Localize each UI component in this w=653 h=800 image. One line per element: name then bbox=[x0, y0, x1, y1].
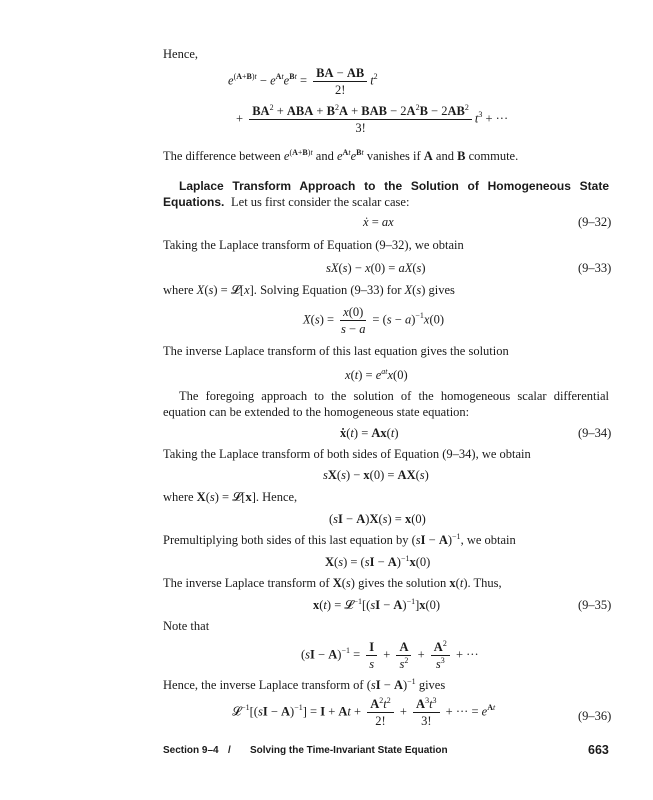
equation-9-34: ẋ(t) = Ax(t) bbox=[340, 426, 399, 440]
eq-number-9-34: (9–34) bbox=[578, 426, 612, 440]
take-laplace-1: Taking the Laplace transform of Equation (9–32), we obtain bbox=[163, 238, 464, 252]
equation-vector-rearranged: (sI − A)X(s) = x(0) bbox=[329, 512, 426, 526]
footer-title: Solving the Time-Invariant State Equation bbox=[250, 745, 448, 756]
premultiply-sentence: Premultiplying both sides of this last equation by (sI − A)$^{-1}$, we obtain bbox=[163, 531, 516, 547]
equation-X-solution: X(s) = $\frac{x(0)}{s - a}$ = $(s - a)^{-1}x(0)$ bbox=[303, 305, 445, 336]
eq-number-9-33: (9–33) bbox=[578, 261, 612, 275]
hence-inverse-sentence: Hence, the inverse Laplace transform of (sI − A)$^{-1}$ gives bbox=[163, 676, 446, 692]
where-line-1: where X(s) = 𝓛[x]. Solving Equation (9–33) for X(s) gives bbox=[163, 283, 455, 297]
equation-commutator-1: $e^{(A+B)t} - e^{At}e^{Bt}$ = $\frac{BA - AB}{2!}$ $t^2$ bbox=[228, 66, 378, 97]
footer-section: Section 9–4 bbox=[163, 745, 219, 756]
foregoing-paragraph: The foregoing approach to the solution of the homogeneous scalar differential equation can be extended to the homogeneous state equation: bbox=[163, 389, 609, 419]
hence-intro: Hence, bbox=[163, 47, 199, 61]
equation-vector-laplace: sX(s) − x(0) = AX(s) bbox=[323, 468, 429, 482]
note-that: Note that bbox=[163, 619, 210, 633]
eq-number-9-32: (9–32) bbox=[578, 215, 612, 229]
page-number: 663 bbox=[588, 743, 609, 757]
take-laplace-2: Taking the Laplace transform of both sides of Equation (9–34), we obtain bbox=[163, 447, 531, 461]
equation-commutator-2: + $\frac{BA^2 + ABA + B^2A + BAB - 2A^2B - 2AB^2}{3!}$ $t^3$ + ··· bbox=[236, 102, 509, 135]
equation-9-36: 𝓛$^{-1}$[(sI − A)$^{-1}$] = I + At + $\frac{A^2t^2}{2!}$ + $\frac{A^3t^3}{3!}$ + ··· = $e^{At}$ bbox=[232, 695, 496, 728]
eq-number-9-35: (9–35) bbox=[578, 598, 612, 612]
difference-sentence: The difference between $e^{(A+B)t}$ and $e^{At}e^{Bt}$ vanishes if A and B commute. bbox=[163, 147, 519, 163]
section-heading: Laplace Transform Approach to the Solution of Homogeneous State Equations. Let us first consider the scalar case: bbox=[163, 179, 609, 209]
equation-9-33: sX(s) − x(0) = aX(s) bbox=[326, 261, 426, 275]
equation-resolvent-expansion: (sI − A)$^{-1}$ = $\frac{I}{s}$ + $\frac{A}{s^2}$ + $\frac{A^2}{s^3}$ + ··· bbox=[301, 638, 479, 671]
inverse-laplace-1: The inverse Laplace transform of this last equation gives the solution bbox=[163, 344, 509, 358]
equation-scalar-solution: $x(t) = e^{at}x(0)$ bbox=[345, 366, 408, 382]
inverse-laplace-2: The inverse Laplace transform of X(s) gives the solution x(t). Thus, bbox=[163, 576, 502, 590]
eq-number-9-36: (9–36) bbox=[578, 709, 612, 723]
equation-9-35: x(t) = 𝓛$^{-1}$[(sI − A)$^{-1}$]x(0) bbox=[313, 596, 441, 612]
where-line-2: where X(s) = 𝓛[x]. Hence, bbox=[163, 490, 298, 504]
equation-X-vector-solution: X(s) = (sI − A)$^{-1}$x(0) bbox=[325, 553, 431, 569]
equation-9-32: ẋ = ax bbox=[363, 215, 394, 229]
footer-separator: / bbox=[228, 745, 231, 756]
